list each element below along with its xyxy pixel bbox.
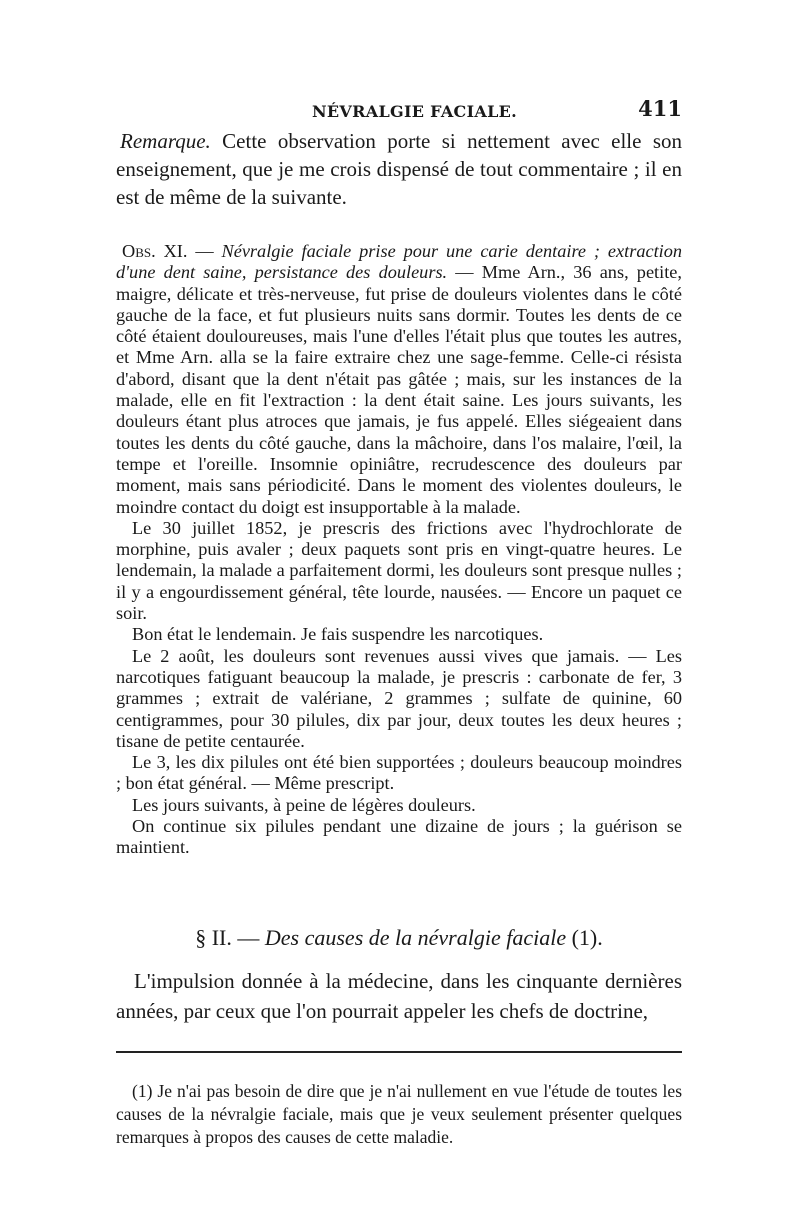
observation-title: Névralgie faciale prise pour une carie dentaire ; extraction d'une dent saine, persistance des douleurs. bbox=[116, 241, 683, 283]
section-number: § II. — bbox=[195, 925, 265, 950]
remark-text: Cette observation porte si nettement avec elle son enseignement, que je me crois dispensé de tout commentaire ; il en est de même de la suivante. bbox=[116, 129, 683, 209]
footnote-reference: (1). bbox=[566, 925, 603, 950]
page-body bbox=[116, 127, 682, 859]
footnote: (1) Je n'ai pas besoin de dire que je n'ai nullement en vue l'étude de toutes les causes de la névralgie faciale, mais que je veux seulement présenter quelques remarques à propos des causes de cette maladie. bbox=[116, 1081, 682, 1147]
page-number: 411 bbox=[638, 96, 682, 121]
observation-paragraph: On continue six pilules pendant une dizaine de jours ; la guérison se maintient. bbox=[116, 816, 682, 858]
page-header bbox=[116, 96, 682, 126]
observation-paragraph: Bon état le lendemain. Je fais suspendre les narcotiques. bbox=[132, 624, 544, 645]
observation-paragraph: — Mme Arn., 36 ans, petite, maigre, délicate et très-nerveuse, fut prise de douleurs violentes dans le côté gauche de la face, et fut plusieurs nuits sans dormir. Toutes les dents de ce côté étaient douloureuses, mais l'une d'elles l'était plus que toutes les autres, et Mme Arn. alla se la faire extraire chez une sage-femme. Celle-ci résista d'abord, disant que la dent n'était pas gâtée ; mais, sur les instances de la malade, elle en fit l'extraction : la dent était saine. Les jours suivants, les douleurs étant plus atroces que jamais, je fus appelé. Elles siégeaient dans toutes les dents du côté gauche, dans la mâchoire, dans l'os malaire, l'œil, la tempe et l'oreille. Insomnie opiniâtre, recrudescence des douleurs par moment, mais sans périodicité. Dans le moment des violentes douleurs, le moindre contact du doigt est insupportable à la malade. bbox=[116, 262, 682, 517]
observation-dash: — bbox=[187, 241, 222, 261]
remark-paragraph bbox=[116, 127, 682, 211]
section-paragraph: L'impulsion donnée à la médecine, dans les cinquante dernières années, par ceux que l'on pourrait appeler les chefs de doctrine, bbox=[116, 969, 682, 1023]
observation-intro-paragraph bbox=[116, 241, 682, 518]
remark-label: Remarque. bbox=[120, 129, 211, 153]
observation-paragraph: Les jours suivants, à peine de légères douleurs. bbox=[132, 794, 476, 815]
running-title: NÉVRALGIE FACIALE. bbox=[312, 102, 517, 121]
observation-paragraph: Le 30 juillet 1852, je prescris des frictions avec l'hydrochlorate de morphine, puis avaler ; deux paquets sont pris en vingt-quatre heures. Le lendemain, la malade a parfaitement dormi, les douleurs sont presque nulles ; il y a engourdissement général, tête lourde, nausées. — Encore un paquet ce soir. bbox=[116, 517, 682, 624]
section-heading bbox=[116, 925, 682, 951]
section-title: Des causes de la névralgie faciale bbox=[264, 925, 567, 950]
observation-xi bbox=[116, 241, 682, 859]
footnote-divider bbox=[116, 1051, 682, 1053]
observation-paragraph: Le 3, les dix pilules ont été bien supportées ; douleurs beaucoup moindres ; bon état général. — Même prescript. bbox=[116, 752, 682, 794]
observation-paragraph: Le 2 août, les douleurs sont revenues aussi vives que jamais. — Les narcotiques fatiguant beaucoup la malade, je prescris : carbonate de fer, 3 grammes ; extrait de valériane, 2 grammes ; sulfate de quinine, 60 centigrammes, pour 30 pilules, dix par jour, deux toutes les deux heures ; tisane de petite centaurée. bbox=[116, 645, 682, 751]
observation-label: Obs. XI. bbox=[122, 241, 188, 261]
